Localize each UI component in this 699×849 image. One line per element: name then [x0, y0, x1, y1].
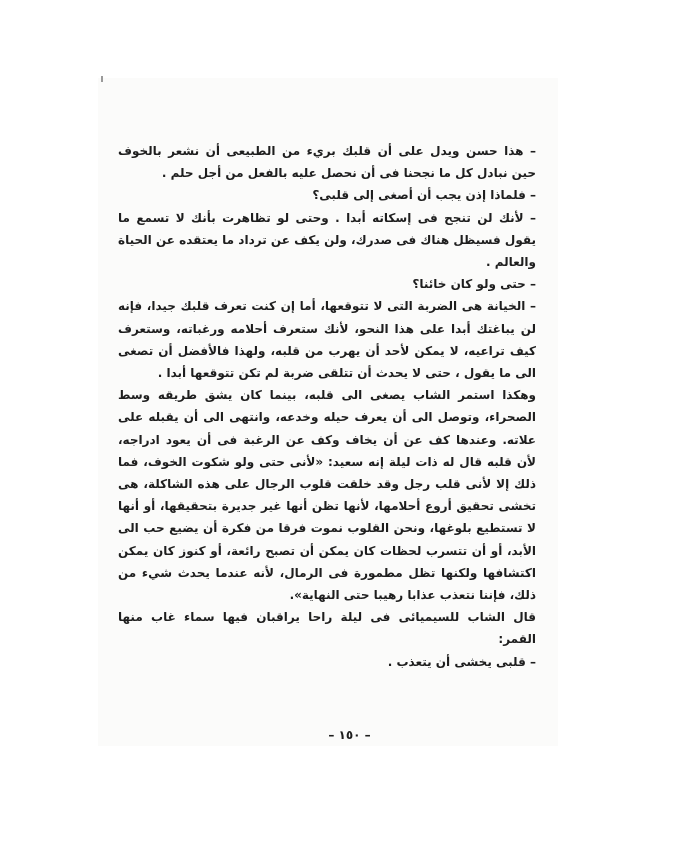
paragraph: – الخيانة هى الضربة التى لا تتوقعها، أما إن كنت تعرف قلبك جيدا، فإنه لن يباغتك أبدا على هذا النحو، لأنك ستعرف أحلامه ورغباته، وستعرف كيف تراعيه، لا يمكن لأحد أن يهرب من قلبه، ولهذا فالأفضل أن تصغى الى ما يقول ، حتى لا يحدث أن تتلقى ضربة لم تكن تتوقعها أبدا .	[118, 299, 536, 381]
paragraph: قال الشاب للسيميائى فى ليلة راحا يراقبان فيها سماء غاب منها القمر:	[118, 610, 536, 647]
paragraph: – لأنك لن تنجح فى إسكاته أبدا . وحتى لو تظاهرت بأنك لا تسمع ما يقول فسيظل هناك فى صدرك، ولن يكف عن ترداد ما يعتقده عن الحياة والعالم .	[118, 210, 536, 270]
paragraph: وهكذا استمر الشاب يصغى الى قلبه، بينما كان يشق طريقه وسط الصحراء، وتوصل الى أن يعرف حيله وخدعه، وانتهى الى أن يقبله على علاته. وعندها كف عن أن يخاف وكف عن الرغبة فى أن يعود ادراجه، لأن قلبه قال له ذات ليلة إنه سعيد: «لأنى حتى ولو شكوت الخوف، فما ذلك إلا لأنى قلب رجل وقد خلقت قلوب الرجال على هذه الشاكلة، هى تخشى تحقيق أروع أحلامها، لأنها تظن أنها غير جديرة بتحقيقها، أو أنها لا تستطيع بلوغها، ونحن القلوب نموت فرقا من فكرة أن يضيع حب الى الأبد، أو أن تتسرب لحظات كان يمكن أن تصبح رائعة، أو كنوز كان يمكن اكتشافها ولكنها تظل مطمورة فى الرمال، لأنه عندما يحدث شيء من ذلك، فإننا نتعذب عذابا رهيبا حتى النهاية».	[118, 388, 536, 603]
page-number: – ١٥٠ –	[328, 728, 371, 742]
paragraph: – حتى ولو كان خائنا؟	[412, 277, 536, 292]
page-text	[118, 140, 536, 673]
paragraph: – فلماذا إذن يجب أن أصغى إلى قلبى؟	[312, 188, 536, 203]
scan-mark	[101, 76, 103, 82]
paragraph: – هذا حسن ويدل على أن قلبك بريء من الطبيعى أن نشعر بالخوف حين نبادل كل ما نجحنا فى أن نحصل عليه بالفعل من أجل حلم .	[118, 144, 536, 181]
paragraph: – قلبى يخشى أن يتعذب .	[387, 654, 536, 669]
